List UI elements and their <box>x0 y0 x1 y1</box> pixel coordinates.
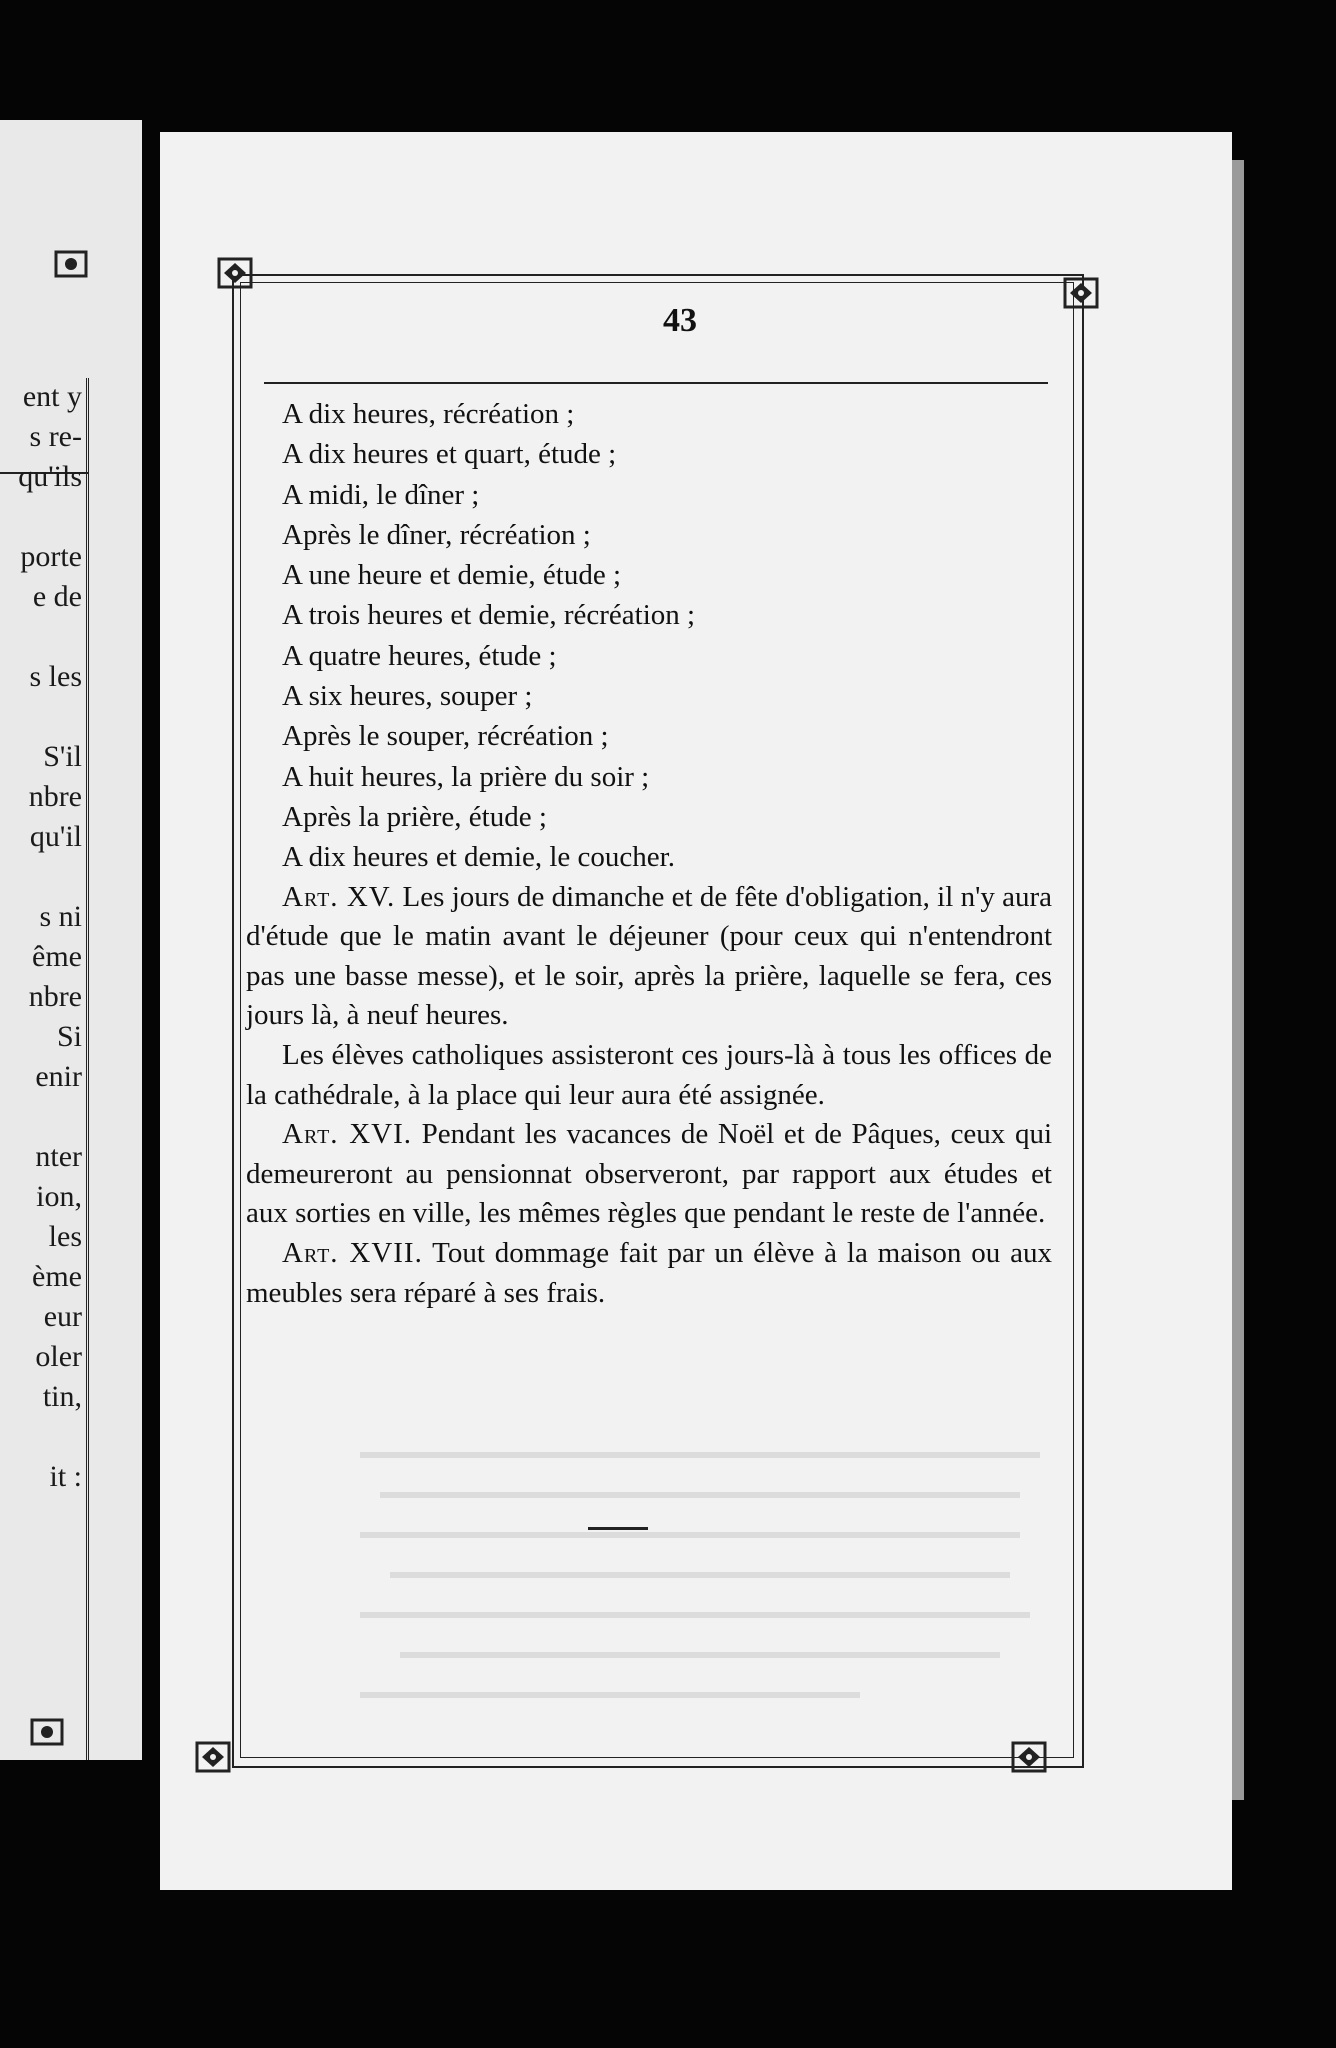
fragment-line: s ni <box>39 900 82 933</box>
article-label: Art. XVII. <box>282 1236 423 1269</box>
fragment-line: porte <box>20 540 82 573</box>
section-end-rule <box>588 1527 648 1530</box>
fragment-line: ent y <box>22 380 82 413</box>
article-text: Tout dommage fait par un élève à la maison ou aux meubles sera réparé à ses frais. <box>246 1236 1052 1309</box>
corner-ornament-icon <box>216 256 254 290</box>
fragment-line: e de <box>32 580 82 613</box>
fragment-line: nter <box>35 1140 82 1173</box>
schedule-line: A midi, le dîner ; <box>282 478 480 511</box>
fragment-line: oler <box>35 1340 82 1373</box>
corner-ornament-icon <box>194 1740 232 1774</box>
corner-ornament-icon <box>1062 276 1100 310</box>
schedule-line: Après le souper, récréation ; <box>282 720 609 753</box>
article-label: Art. XV. <box>282 880 396 913</box>
article-paragraph <box>246 878 1052 1036</box>
fragment-line: eur <box>43 1300 82 1333</box>
schedule-line: A trois heures et demie, récréation ; <box>282 599 696 632</box>
schedule-line: Après le dîner, récréation ; <box>282 518 591 551</box>
fragment-line: qu'il <box>29 820 82 853</box>
fragment-line: qu'ils <box>18 460 82 493</box>
article-text: Les jours de dimanche et de fête d'obligation, il n'y aura d'étude que le matin avant le déjeuner (pour ceux qui n'entendront pas une basse messe), et le soir, après la prière, laquelle se fera, ces jours là, à neuf heures. <box>246 880 1053 1032</box>
corner-ornament-icon <box>54 250 88 278</box>
fragment-line: ème <box>32 1260 82 1293</box>
fragment-line: ême <box>32 940 82 973</box>
article-paragraph <box>246 1234 1052 1313</box>
fragment-line: tin, <box>42 1380 82 1413</box>
fragment-line: les <box>48 1220 82 1253</box>
article-label: Art. XVI. <box>282 1118 412 1151</box>
previous-page-fragment <box>0 120 142 1760</box>
schedule-line: A dix heures, récréation ; <box>282 398 575 430</box>
schedule-line: A huit heures, la prière du soir ; <box>282 760 650 793</box>
schedule-line: A dix heures et quart, étude ; <box>282 438 617 471</box>
book-page <box>160 132 1232 1890</box>
schedule-line: A six heures, souper ; <box>282 680 533 713</box>
fragment-line: nbre <box>28 980 82 1013</box>
page-number: 43 <box>663 302 697 339</box>
fragment-line: s re- <box>29 420 82 453</box>
corner-ornament-icon <box>30 1718 64 1746</box>
schedule-line: Après la prière, étude ; <box>282 800 547 833</box>
fragment-line: S'il <box>43 740 82 773</box>
fragment-line: enir <box>35 1060 82 1093</box>
page-edge <box>1232 160 1244 1800</box>
page-body <box>246 394 1052 1313</box>
article-paragraph <box>246 1036 1052 1115</box>
article-paragraph <box>246 1115 1052 1234</box>
schedule-line: A une heure et demie, étude ; <box>282 559 622 592</box>
fragment-line: it : <box>49 1460 82 1493</box>
fragment-line: nbre <box>28 780 82 813</box>
fragment-line: s les <box>29 660 82 693</box>
header-rule <box>264 382 1048 384</box>
article-text: Pendant les vacances de Noël et de Pâques, ceux qui demeureront au pensionnat observeront, par rapport aux études et aux sorties en ville, les mêmes règles que pendant le reste de l'année. <box>246 1118 1053 1230</box>
schedule-line: A quatre heures, étude ; <box>282 639 557 672</box>
schedule-line: A dix heures et demie, le coucher. <box>282 841 675 874</box>
article-text: Les élèves catholiques assisteront ces jours-là à tous les offices de la cathédrale, à la place qui leur aura été assignée. <box>246 1038 1052 1111</box>
corner-ornament-icon <box>1010 1740 1048 1774</box>
fragment-line: Si <box>56 1020 82 1053</box>
fragment-line: ion, <box>36 1180 82 1213</box>
